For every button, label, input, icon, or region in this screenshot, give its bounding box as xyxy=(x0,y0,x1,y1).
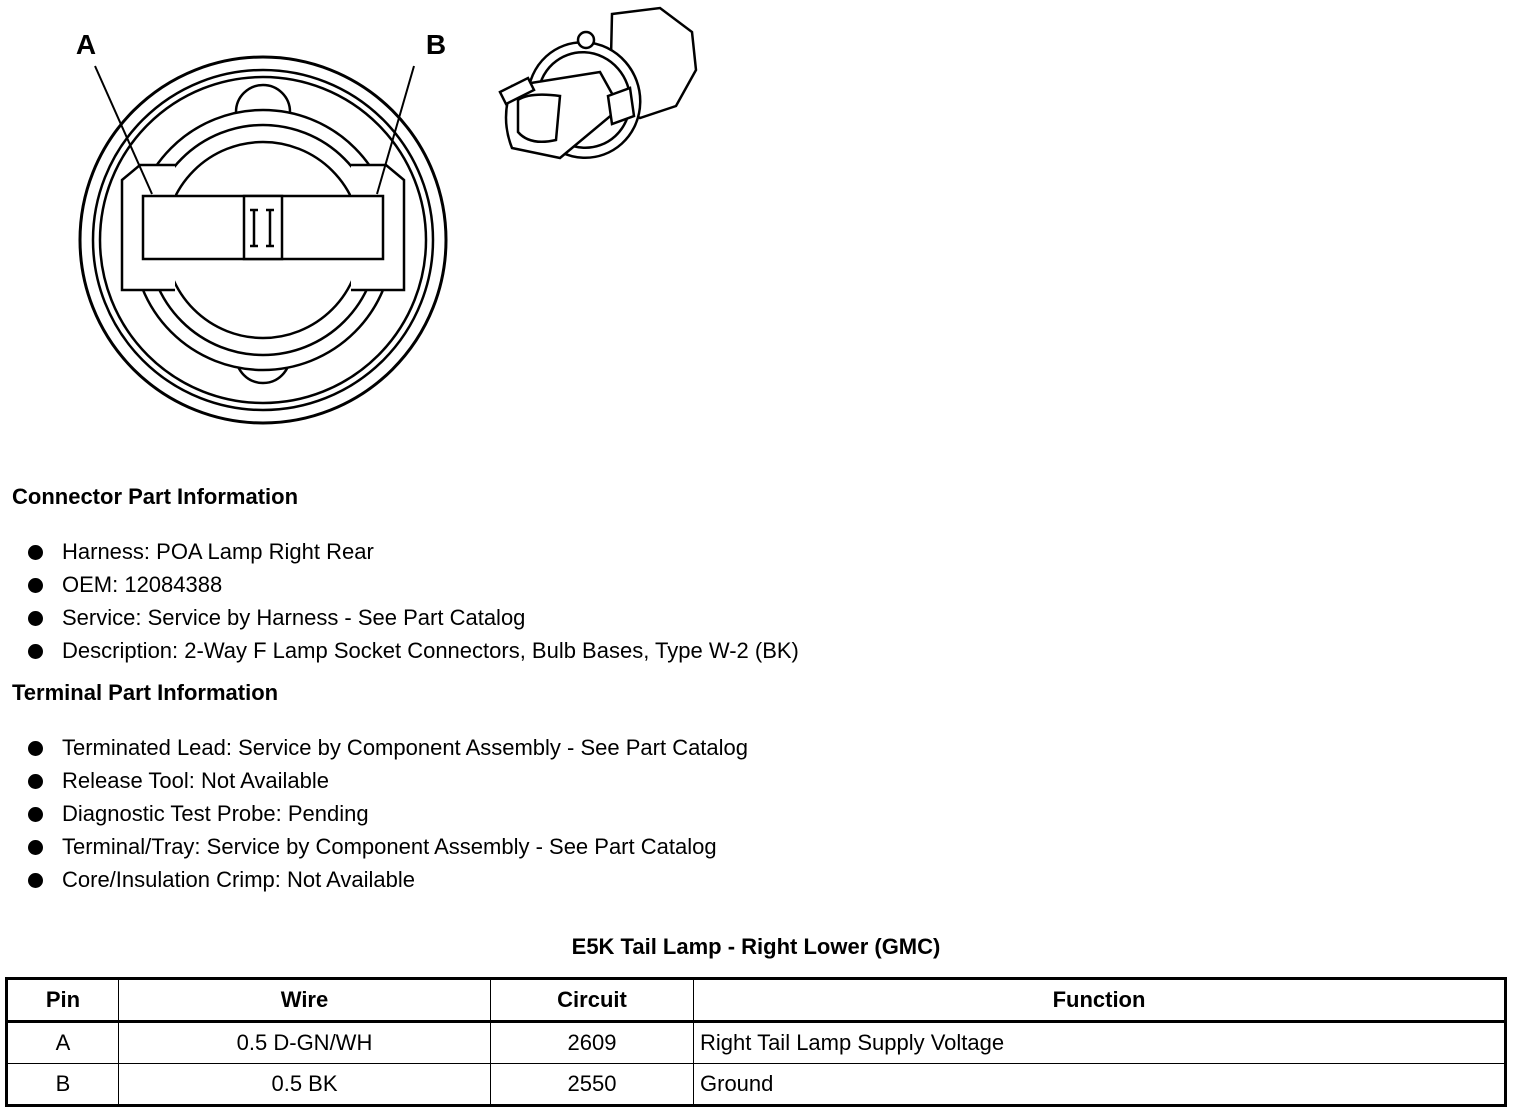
pin-table xyxy=(5,977,1507,1107)
connector-diagram xyxy=(0,0,760,440)
list-item-text: OEM: 12084388 xyxy=(62,572,223,597)
header-pin: Pin xyxy=(7,979,119,1022)
bullet-icon xyxy=(28,873,43,888)
list-item xyxy=(28,867,748,900)
terminal-info-list xyxy=(28,735,748,900)
cell-wire: 0.5 BK xyxy=(119,1064,491,1106)
list-item-text: Terminal/Tray: Service by Component Assembly - See Part Catalog xyxy=(62,834,717,859)
terminal-info-title: Terminal Part Information xyxy=(12,680,279,705)
bullet-icon xyxy=(28,578,43,593)
list-item xyxy=(28,572,799,605)
header-function: Function xyxy=(694,979,1506,1022)
list-item xyxy=(28,834,748,867)
list-item xyxy=(28,539,799,572)
list-item xyxy=(28,768,748,801)
list-item-text: Terminated Lead: Service by Component Assembly - See Part Catalog xyxy=(62,735,749,760)
bullet-icon xyxy=(28,545,43,560)
list-item-text: Harness: POA Lamp Right Rear xyxy=(62,539,374,564)
bullet-icon xyxy=(28,741,43,756)
bullet-icon xyxy=(28,644,43,659)
list-item xyxy=(28,735,748,768)
table-row xyxy=(7,1064,1506,1106)
pin-a-label: A xyxy=(75,29,97,60)
list-item-text: Core/Insulation Crimp: Not Available xyxy=(62,867,415,892)
table-row xyxy=(7,1022,1506,1064)
cell-function: Ground xyxy=(694,1064,1506,1106)
list-item xyxy=(28,638,799,671)
cell-circuit: 2550 xyxy=(491,1064,694,1106)
cell-function: Right Tail Lamp Supply Voltage xyxy=(694,1022,1506,1064)
cell-pin: B xyxy=(7,1064,119,1106)
socket-side-view xyxy=(500,8,696,174)
connector-face-illustration xyxy=(0,0,760,440)
bullet-icon xyxy=(28,774,43,789)
pin-b-label: B xyxy=(425,29,447,60)
list-item-text: Diagnostic Test Probe: Pending xyxy=(62,801,369,826)
list-item-text: Description: 2-Way F Lamp Socket Connectors, Bulb Bases, Type W-2 (BK) xyxy=(62,638,799,663)
list-item xyxy=(28,801,748,834)
list-item-text: Service: Service by Harness - See Part Catalog xyxy=(62,605,526,630)
bullet-icon xyxy=(28,807,43,822)
pin-table-title: E5K Tail Lamp - Right Lower (GMC) xyxy=(571,934,941,959)
cell-circuit: 2609 xyxy=(491,1022,694,1064)
bullet-icon xyxy=(28,611,43,626)
bullet-icon xyxy=(28,840,43,855)
connector-info-title: Connector Part Information xyxy=(12,484,299,509)
cell-wire: 0.5 D-GN/WH xyxy=(119,1022,491,1064)
connector-info-list xyxy=(28,539,799,671)
header-wire: Wire xyxy=(119,979,491,1022)
list-item-text: Release Tool: Not Available xyxy=(62,768,330,793)
list-item xyxy=(28,605,799,638)
cell-pin: A xyxy=(7,1022,119,1064)
table-header-row xyxy=(7,979,1506,1022)
header-circuit: Circuit xyxy=(491,979,694,1022)
